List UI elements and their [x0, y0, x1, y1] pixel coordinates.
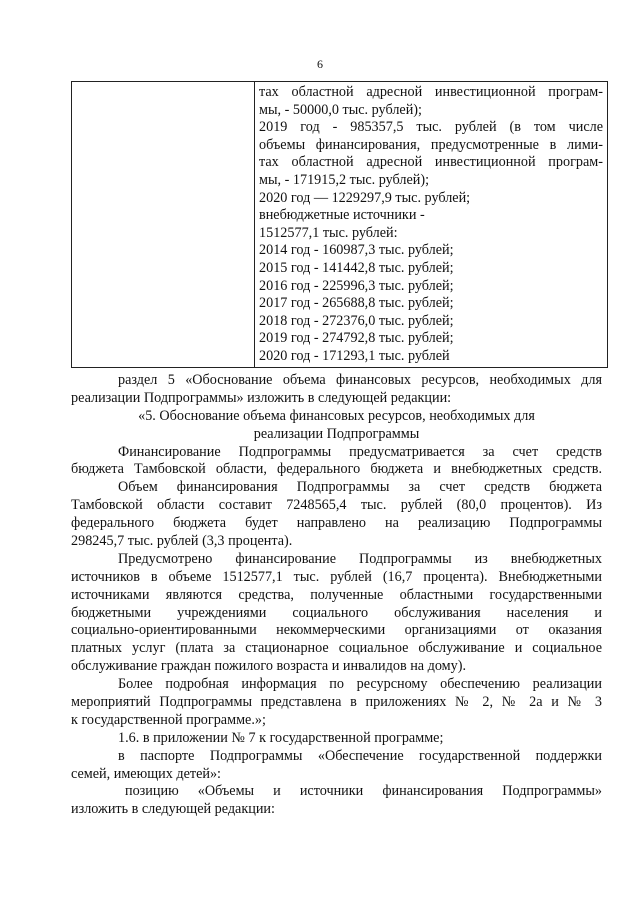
- page-number: 6: [317, 57, 323, 71]
- paragraph-line: бюджетными учреждениями социального обслуживания населения и: [71, 604, 602, 621]
- section-heading: «5. Обоснование объема финансовых ресурсов, необходимых для: [138, 407, 535, 424]
- paragraph-line: к государственной программе.»;: [71, 711, 266, 728]
- paragraph-line: мероприятий Подпрограммы представлена в приложениях № 2, № 2а и № 3: [71, 694, 602, 711]
- paragraph-line: в паспорте Подпрограммы «Обеспечение государственной поддержки: [118, 747, 602, 764]
- table-line: 2020 год — 1229297,9 тыс. рублей;: [259, 189, 471, 206]
- table-line: 2017 год - 265688,8 тыс. рублей;: [259, 295, 454, 312]
- table-line: 2019 год - 274792,8 тыс. рублей;: [259, 330, 454, 347]
- paragraph-line: позицию «Объемы и источники финансирования Подпрограммы»: [125, 783, 602, 800]
- table-line: мы, - 171915,2 тыс. рублей);: [259, 171, 430, 188]
- paragraph-line: реализации Подпрограммы» изложить в следующей редакции:: [71, 389, 452, 406]
- table-label-cell: [72, 82, 255, 368]
- paragraph-line: Более подробная информация по ресурсному обеспечению реализации: [118, 676, 602, 693]
- table-line: объемы финансирования, предусмотренные в лими-: [259, 136, 603, 153]
- paragraph-line: изложить в следующей редакции:: [71, 801, 275, 818]
- paragraph-line: источниками являются средства, полученные областными государственными: [71, 586, 602, 603]
- funding-table: [71, 81, 608, 368]
- table-line: тах областной адресной инвестиционной програм-: [259, 84, 603, 100]
- paragraph-line: 298245,7 тыс. рублей (3,3 процента).: [71, 533, 293, 550]
- paragraph-line: бюджета Тамбовской области, федерального бюджета и внебюджетных средств.: [71, 461, 602, 478]
- table-line: мы, - 50000,0 тыс. рублей);: [259, 101, 422, 118]
- table-line: 2020 год - 171293,1 тыс. рублей: [259, 347, 450, 364]
- paragraph-line: федерального бюджета будет направлено на реализацию Подпрограммы: [71, 515, 602, 532]
- table-line: 2019 год - 985357,5 тыс. рублей (в том числе: [259, 119, 603, 136]
- paragraph-line: семей, имеющих детей»:: [71, 765, 221, 782]
- section-heading: реализации Подпрограммы: [253, 425, 420, 442]
- paragraph-line: Финансирование Подпрограммы предусматривается за счет средств: [118, 443, 602, 460]
- paragraph-line: обслуживание граждан пожилого возраста и инвалидов на дому).: [71, 658, 467, 675]
- body-text: [71, 372, 602, 819]
- table-content-cell: [255, 82, 608, 368]
- table-line: 2015 год - 141442,8 тыс. рублей;: [259, 259, 454, 276]
- paragraph-line: источников в объеме 1512577,1 тыс. рублей (16,7 процента). Внебюджетными: [71, 568, 602, 585]
- table-line: 1512577,1 тыс. рублей:: [259, 224, 398, 241]
- table-line: 2016 год - 225996,3 тыс. рублей;: [259, 277, 454, 294]
- paragraph-line: Предусмотрено финансирование Подпрограммы из внебюджетных: [118, 550, 602, 567]
- table-line: 2018 год - 272376,0 тыс. рублей;: [259, 312, 454, 329]
- paragraph-line: Тамбовской области составит 7248565,4 тыс. рублей (80,0 процентов). Из: [71, 497, 602, 514]
- table-row: [72, 82, 608, 368]
- paragraph-line: раздел 5 «Обоснование объема финансовых ресурсов, необходимых для: [118, 372, 602, 388]
- paragraph-line: платных услуг (плата за стационарное социальное обслуживание и социальное: [71, 640, 602, 657]
- table-line: 2014 год - 160987,3 тыс. рублей;: [259, 242, 454, 259]
- paragraph-line: 1.6. в приложении № 7 к государственной программе;: [118, 729, 444, 746]
- paragraph-line: Объем финансирования Подпрограммы за счет средств бюджета: [118, 479, 602, 496]
- table-line: внебюджетные источники -: [259, 207, 425, 224]
- paragraph-line: социально-ориентированными некоммерческими организациями от оказания: [71, 622, 602, 639]
- table-line: тах областной адресной инвестиционной програм-: [259, 154, 603, 171]
